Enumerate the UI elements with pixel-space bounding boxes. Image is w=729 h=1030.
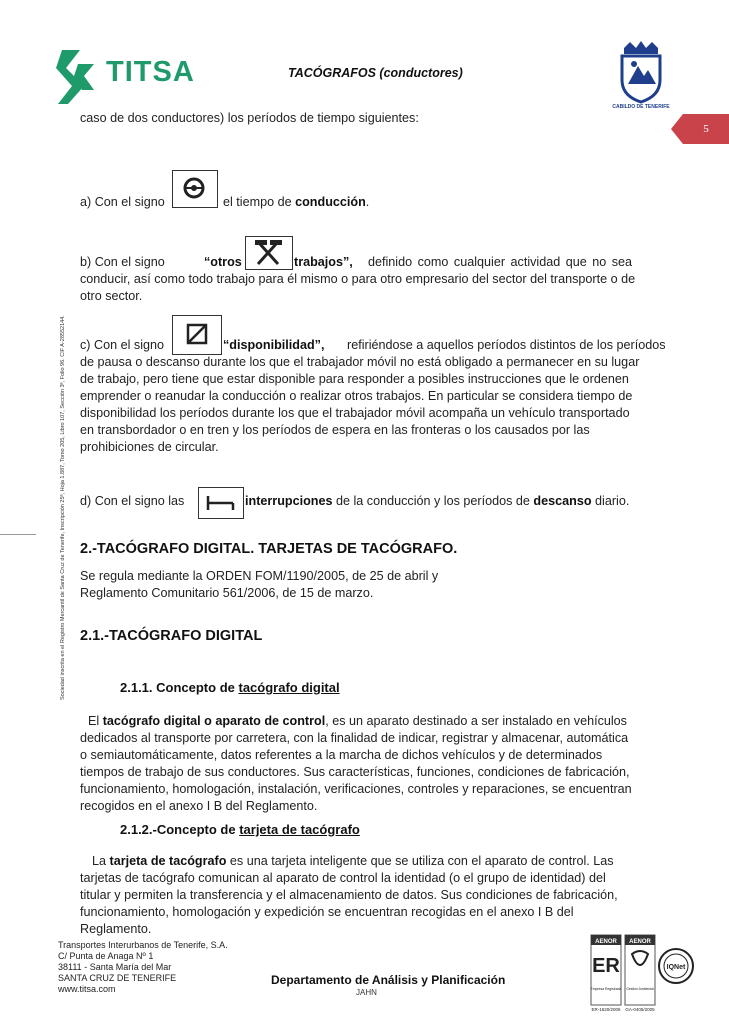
footer-author: JAHN xyxy=(356,988,377,997)
item-a-text: a) Con el signo el tiempo de conducción. xyxy=(80,195,370,209)
item-c-line5: disponibilidad los períodos durante los que el trabajador móvil acompaña un vehículo transportado xyxy=(80,406,630,420)
cert-2-sub: Gestión Ambiental xyxy=(626,987,654,991)
cert-2-code: GA-0405/2005 xyxy=(625,1007,655,1012)
item-c-line1: c) Con el signo “disponibilidad”, refiriéndose a aquellos períodos distintos de los períodos xyxy=(80,338,666,352)
crossed-hammers-icon xyxy=(246,237,291,268)
section-2-1-1-heading: 2.1.1. Concepto de tacógrafo digital xyxy=(120,680,340,695)
document-title: TACÓGRAFOS (conductores) xyxy=(288,66,463,80)
item-c-line3: de trabajo, pero tiene que estar disponible para responder a posibles instrucciones que le ordenen xyxy=(80,372,629,386)
cabildo-crest-logo xyxy=(612,40,670,110)
other-work-symbol-box xyxy=(245,236,293,270)
page-number-tab: 5 xyxy=(683,114,729,144)
registry-legal-note: Sociedad inscrita en el Registro Mercantil de Santa Cruz de Tenerife, Inscripción 25ª, Hoja 1.887, Tomo 205, Libro 107, Sección 3ª, Folio 96. CIF A-28552144. xyxy=(60,315,66,700)
driving-symbol-box xyxy=(172,170,218,208)
cert-1-code: ER-1620/2006 xyxy=(591,1007,621,1012)
section-2-1-2-heading: 2.1.2.-Concepto de tarjeta de tacógrafo xyxy=(120,822,360,837)
section-2-1-2-line3: titular y permiten la transferencia y el almacenamiento de datos. Sus condiciones de fabricación, xyxy=(80,888,618,902)
certification-logos xyxy=(590,934,695,1012)
footer-department: Departamento de Análisis y Planificación xyxy=(271,973,506,987)
iqnet-label: IQNet xyxy=(666,964,686,971)
item-c-line4: emprender o reanudar la conducción o realizar otros trabajos. En particular se considera tiempo de xyxy=(80,389,633,403)
cabildo-label: CABILDO DE TENERIFE xyxy=(612,104,670,110)
er-mark: ER xyxy=(592,955,620,977)
section-2-1-2-line5: Reglamento. xyxy=(80,922,152,936)
footer-address: Transportes Interurbanos de Tenerife, S.A. C/ Punta de Anaga Nº 1 38111 - Santa María del Mar SANTA CRUZ DE TENERIFE www.titsa.com xyxy=(58,940,228,994)
section-2-1-heading: 2.1.-TACÓGRAFO DIGITAL xyxy=(80,628,263,644)
cert-1-sub: Empresa Registrada xyxy=(590,987,622,991)
intro-text: caso de dos conductores) los períodos de tiempo siguientes: xyxy=(80,111,419,125)
margin-divider xyxy=(0,534,36,535)
titsa-logo-text: TITSA xyxy=(106,56,195,88)
section-2-line1: Se regula mediante la ORDEN FOM/1190/2005, de 25 de abril y xyxy=(80,569,439,583)
aenor-label-1: AENOR xyxy=(595,939,617,945)
item-b-line1: b) Con el signo “otros trabajos”, definido como cualquier actividad que no sea xyxy=(80,255,633,269)
section-2-1-2-line1: La tarjeta de tacógrafo es una tarjeta inteligente que se utiliza con el aparato de control. Las xyxy=(92,854,614,868)
item-b-line3: otro sector. xyxy=(80,289,143,303)
section-2-heading: 2.-TACÓGRAFO DIGITAL. TARJETAS DE TACÓGRAFO. xyxy=(80,541,458,557)
section-2-1-2-line4: funcionamiento, homologación y expedición se encuentran recogidas en el anexo I B del xyxy=(80,905,574,919)
item-c-line6: en transbordador o en tren y los períodos de espera en las fronteras o los causados por las xyxy=(80,423,590,437)
section-2-1-2-line2: tarjetas de tacógrafo comunican al aparato de control la identidad (o el grupo de identidad) del xyxy=(80,871,606,885)
footer-website-link[interactable]: www.titsa.com xyxy=(58,984,116,994)
section-2-line2: Reglamento Comunitario 561/2006, de 15 de marzo. xyxy=(80,586,374,600)
item-d-text: d) Con el signo las interrupciones de la conducción y los períodos de descanso diario. xyxy=(80,494,630,508)
steering-wheel-icon xyxy=(173,171,216,206)
item-c-line7: prohibiciones de circular. xyxy=(80,440,219,454)
section-2-1-1-line3: o semiautomáticamente, datos referentes a la marcha de dichos vehículos y de determinados xyxy=(80,748,603,762)
item-b-line2: conducir, así como todo trabajo para él mismo o para otro empresario del sector del transporte o de xyxy=(80,272,636,286)
section-2-1-1-line4: tiempos de trabajo de sus conductores. Sus características, funciones, condiciones de fabricación, xyxy=(80,765,630,779)
section-2-1-1-line6: recogidos en el anexo I B del Reglamento. xyxy=(80,799,318,813)
section-2-1-1-line2: dedicados al transporte por carretera, con la finalidad de indicar, registrar y almacenar, automática xyxy=(80,731,629,745)
section-2-1-1-line5: funcionamiento, homologación, instalación, verificaciones, controles y reparaciones, se encuentran xyxy=(80,782,632,796)
section-2-1-1-line1: El tacógrafo digital o aparato de control, es un aparato destinado a ser instalado en vehículos xyxy=(88,714,627,728)
item-c-line2: de pausa o descanso durante los que el trabajador móvil no está obligado a permanecer en su lugar xyxy=(80,355,640,369)
aenor-label-2: AENOR xyxy=(629,939,651,945)
